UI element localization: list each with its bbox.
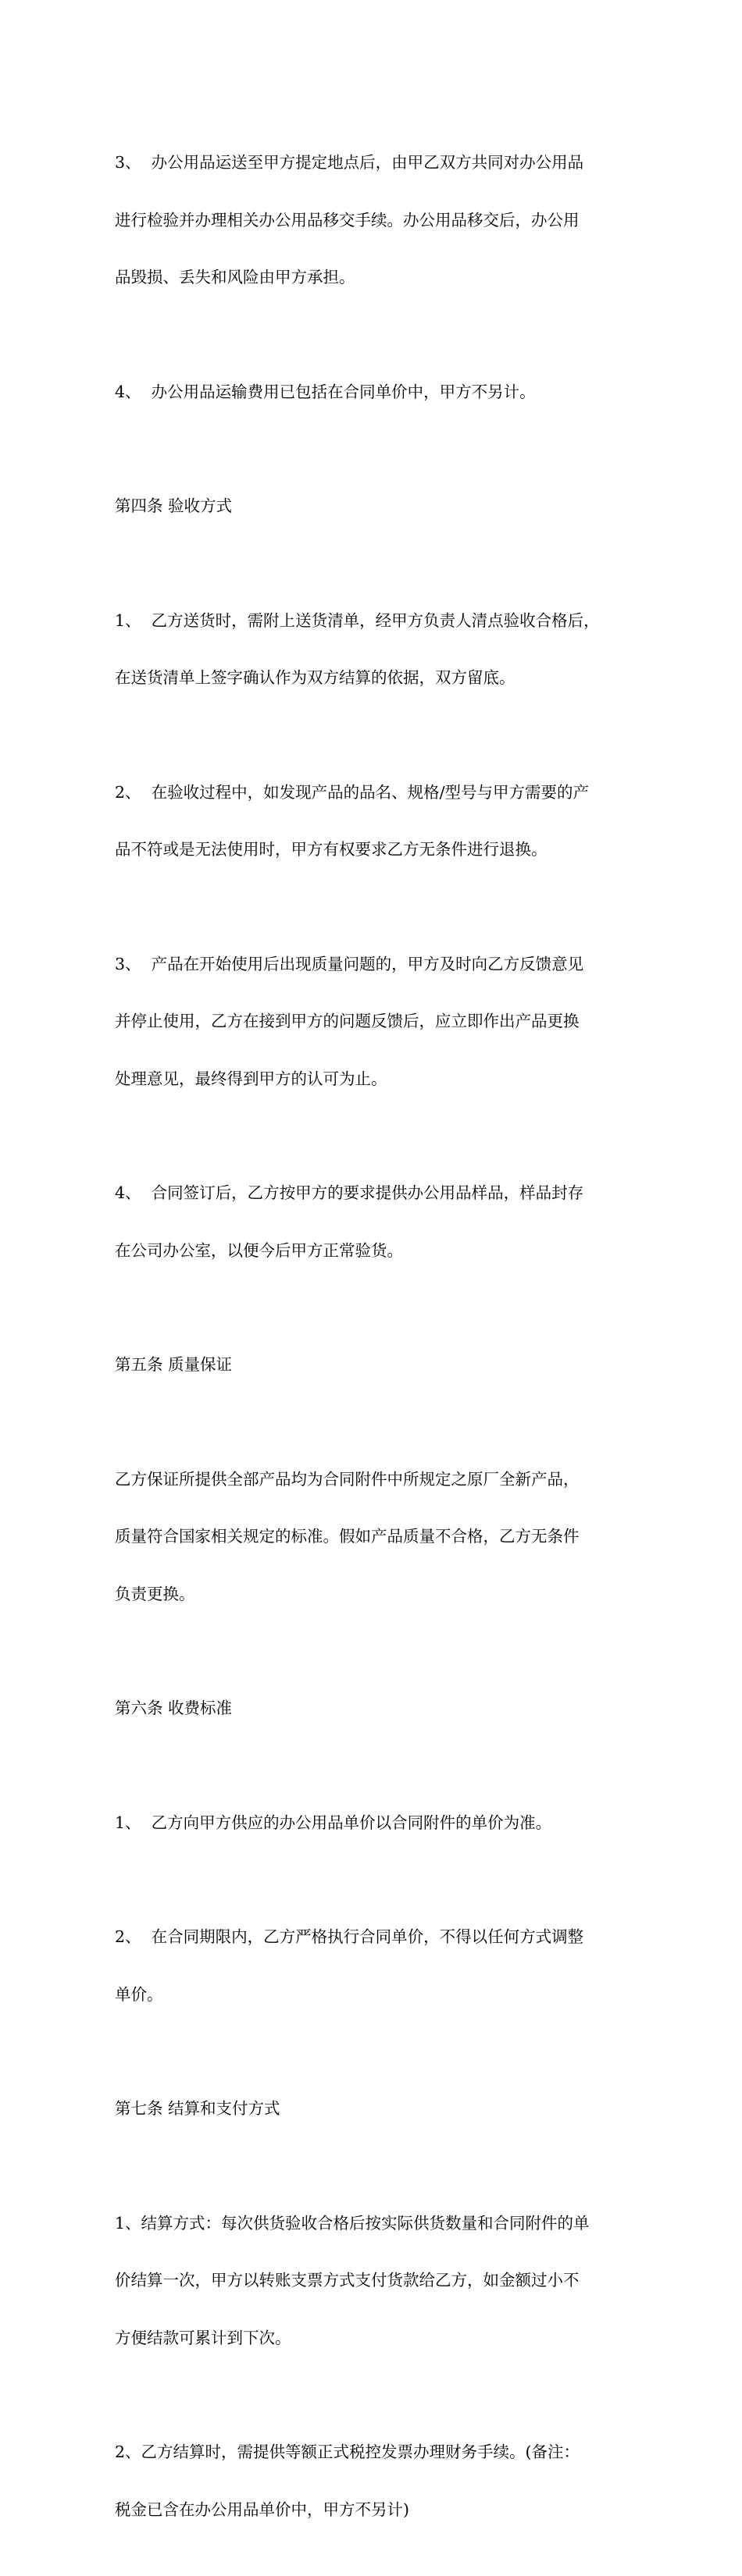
text-line: 税金已含在办公用品单价中，甲方不另计)	[115, 2500, 409, 2519]
text-line: 1、 乙方向甲方供应的办公用品单价以合同附件的单价为准。	[115, 1813, 552, 1832]
text-line: 2、乙方结算时，需提供等额正式税控发票办理财务手续。(备注：	[115, 2443, 580, 2461]
text-line: 价结算一次，甲方以转账支票方式支付货款给乙方，如金额过小不	[115, 2271, 580, 2290]
text-line: 2、 在验收过程中，如发现产品的品名、规格/型号与甲方需要的产	[115, 782, 589, 802]
article-5-heading	[115, 1317, 634, 1413]
text-line: 处理意见，最终得到甲方的认可为止。	[115, 1069, 387, 1088]
text-line: 质量符合国家相关规定的标准。假如产品质量不合格，乙方无条件	[115, 1527, 580, 1546]
article-6-item-1	[115, 1775, 634, 1871]
text-line: 进行检验并办理相关办公用品移交手续。办公用品移交后，办公用	[115, 210, 580, 229]
article-5-body	[115, 1432, 634, 1642]
text-line: 3、 办公用品运送至甲方提定地点后，由甲乙双方共同对办公用品	[115, 153, 584, 172]
article-4-item-4	[115, 1145, 634, 1298]
text-line: 品毁损、丢失和风险由甲方承担。	[115, 268, 355, 286]
article-7-item-1	[115, 2176, 634, 2386]
article-7-heading	[115, 2061, 634, 2157]
text-line: 2、 在合同期限内，乙方严格执行合同单价，不得以任何方式调整	[115, 1927, 584, 1946]
text-line: 负责更换。	[115, 1584, 195, 1603]
article-6-heading	[115, 1660, 634, 1756]
text-line: 在送货清单上签字确认作为双方结算的依据，双方留底。	[115, 668, 515, 687]
text-line: 方便结款可累计到下次。	[115, 2328, 291, 2347]
text-line: 在公司办公室，以便今后甲方正常验货。	[115, 1240, 403, 1260]
article-4-item-2	[115, 745, 634, 898]
clause-4-transport-cost	[115, 344, 634, 440]
text-line: 乙方保证所提供全部产品均为合同附件中所规定之原厂全新产品，	[115, 1469, 580, 1489]
section-heading: 第四条 验收方式	[115, 496, 233, 515]
text-line: 4、 合同签订后，乙方按甲方的要求提供办公用品样品，样品封存	[115, 1183, 584, 1202]
text-line: 品不符或是无法使用时，甲方有权要求乙方无条件进行退换。	[115, 840, 548, 859]
section-heading: 第六条 收费标准	[115, 1699, 233, 1717]
text-line: 4、 办公用品运输费用已包括在合同单价中，甲方不另计。	[115, 382, 536, 401]
article-4-item-3	[115, 916, 634, 1127]
clause-3-delivery-acceptance	[115, 115, 634, 326]
text-line: 并停止使用，乙方在接到甲方的问题反馈后，应立即作出产品更换	[115, 1012, 580, 1030]
article-4-heading	[115, 458, 634, 554]
text-line: 1、结算方式：每次供货验收合格后按实际供货数量和合同附件的单	[115, 2213, 590, 2233]
section-heading: 第五条 质量保证	[115, 1355, 233, 1374]
article-6-item-2	[115, 1889, 634, 2042]
article-4-item-1	[115, 573, 634, 726]
section-heading: 第七条 结算和支付方式	[115, 2099, 280, 2118]
document-page	[115, 115, 634, 2576]
article-7-item-2	[115, 2404, 634, 2557]
text-line: 单价。	[115, 1984, 163, 2004]
text-line: 3、 产品在开始使用后出现质量问题的，甲方及时向乙方反馈意见	[115, 954, 584, 973]
text-line: 1、 乙方送货时，需附上送货清单，经甲方负责人清点验收合格后，	[115, 610, 600, 630]
